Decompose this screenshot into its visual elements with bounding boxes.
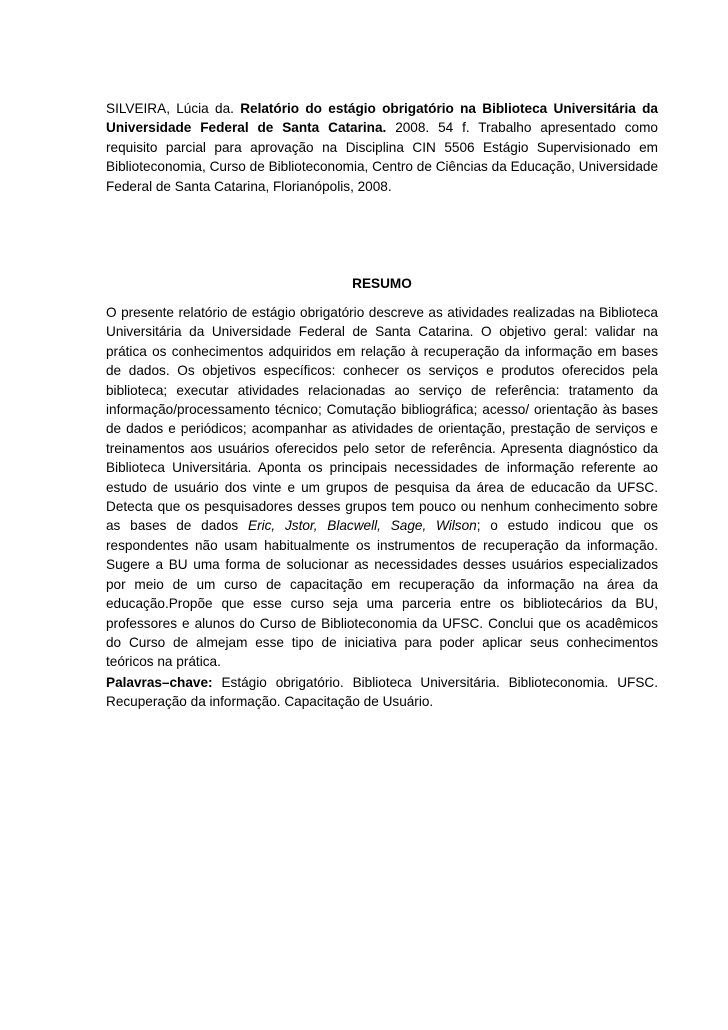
citation-author: SILVEIRA, Lúcia da.	[106, 101, 234, 116]
keywords-text: Estágio obrigatório. Biblioteca Universitária. Biblioteconomia. UFSC. Recuperação da informação. Capacitação de Usuário.	[106, 675, 658, 710]
abstract-heading: RESUMO	[352, 276, 412, 291]
keywords-label: Palavras–chave:	[106, 675, 213, 690]
bibliographic-citation	[106, 99, 658, 196]
abstract-databases: Eric, Jstor, Blacwell, Sage, Wilson	[248, 518, 477, 534]
keywords-section	[106, 673, 658, 712]
abstract-body	[106, 303, 658, 672]
abstract-text-part-1: O presente relatório de estágio obrigatório descreve as atividades realizadas na Biblioteca Universitária da Universidade Federal de Santa Catarina. O objetivo geral: validar na prática os conhecimentos adquiridos em relação à recuperação da informação em bases de dados. Os objetivos específicos: conhecer os serviços e produtos oferecidos pela biblioteca; executar atividades relacionadas ao serviço de referência: tratamento da informação/processamento técnico; Comutação bibliográfica; acesso/ orientação às bases de dados e periódicos; acompanhar as atividades de orientação, prestação de serviços e treinamentos aos usuários oferecidos pelo setor de referência. Apresenta diagnóstico da Biblioteca Universitária. Aponta os principais necessidades de informação referente ao estudo de usuário dos vinte e um grupos de pesquisa da área de educacão da UFSC. Detecta que os pesquisadores desses grupos tem pouco ou nenhum conhecimento sobre as bases de dados	[106, 305, 658, 534]
abstract-text-part-2: ; o estudo indicou que os respondentes não usam habitualmente os instrumentos de recuperação da informação. Sugere a BU uma forma de solucionar as necessidades desses usuários especializados por meio de um curso de capacitação em recuperação da informação na área da educação.Propõe que esse curso seja uma parceria entre os bibliotecários da BU, professores e alunos do Curso de Biblioteconomia da UFSC. Conclui que os acadêmicos do Curso de almejam esse tipo de iniciativa para poder aplicar seus conhecimentos teóricos na prática.	[106, 518, 659, 670]
citation-details: 2008. 54 f. Trabalho apresentado como requisito parcial para aprovação na Disciplina CIN 5506 Estágio Supervisionado em Biblioteconomia, Curso de Biblioteconomia, Centro de Ciências da Educação, Universidade Federal de Santa Catarina, Florianópolis, 2008.	[106, 120, 658, 194]
citation-title: Relatório do estágio obrigatório na Biblioteca Universitária da Universidade Federal de Santa Catarina.	[106, 101, 658, 136]
